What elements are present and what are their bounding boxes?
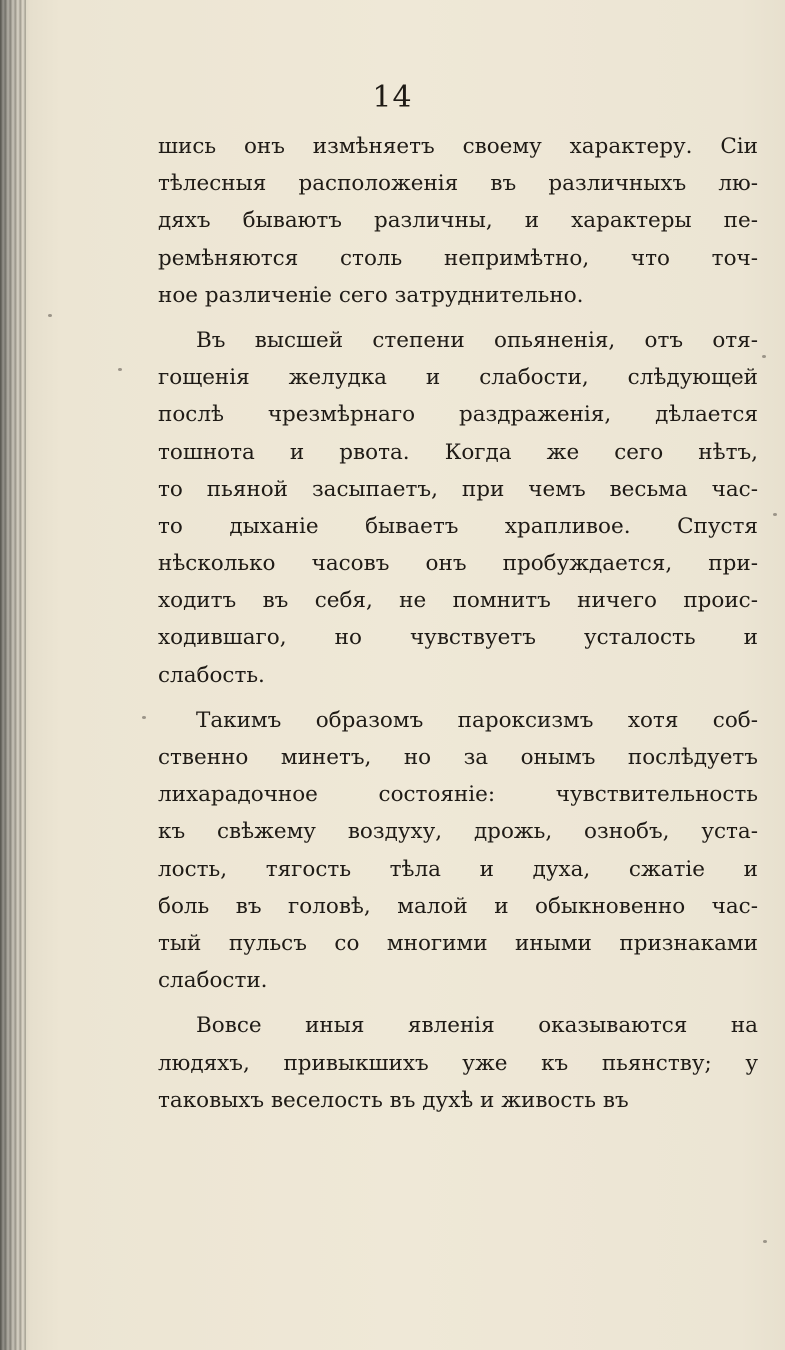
paper-speck (762, 355, 766, 358)
paragraph (158, 1007, 758, 1119)
text-line: нѣсколько часовъ онъ пробуждается, при- (158, 551, 758, 577)
text-line: лость, тягость тѣла и духа, сжатіе и (158, 856, 758, 882)
text-line: къ свѣжему воздуху, дрожь, ознобъ, уста- (158, 819, 758, 845)
paragraph (158, 322, 758, 694)
paper-speck (48, 314, 52, 317)
text-line: ходившаго, но чувствуетъ усталость и (158, 625, 758, 651)
body-text (158, 128, 758, 1119)
book-binding-edge (0, 0, 26, 1350)
text-line: послѣ чрезмѣрнаго раздраженія, дѣлается (158, 402, 758, 428)
text-line: дяхъ бываютъ различны, и характеры пе- (158, 208, 758, 234)
paragraph (158, 128, 758, 314)
text-line: то дыханіе бываетъ храпливое. Спустя (158, 513, 758, 539)
text-line: слабости. (158, 968, 268, 994)
text-line: гощенія желудка и слабости, слѣдующей (158, 365, 758, 391)
paragraph-gap (158, 314, 758, 322)
paper-speck (773, 513, 777, 516)
text-line: шись онъ измѣняетъ своему характеру. Сіи (158, 134, 758, 159)
text-line: ремѣняются столь непримѣтно, что точ- (158, 245, 758, 271)
text-line: ходитъ въ себя, не помнитъ ничего проис- (158, 588, 758, 614)
paper-speck (142, 716, 146, 719)
text-line: Вовсе иныя явленія оказываются на (196, 1013, 758, 1039)
text-line: ственно минетъ, но за онымъ послѣдуетъ (158, 745, 758, 770)
paragraph-gap (158, 694, 758, 702)
text-line: тѣлесныя расположенія въ различныхъ лю- (158, 171, 758, 197)
text-line: ное различеніе сего затруднительно. (158, 282, 584, 308)
text-line: Такимъ образомъ пароксизмъ хотя соб- (196, 707, 758, 733)
page-number: 14 (372, 80, 413, 115)
paragraph-gap (158, 999, 758, 1007)
text-line: тый пульсъ со многими иными признаками (158, 930, 758, 956)
text-line: боль въ головѣ, малой и обыкновенно час- (158, 893, 758, 919)
text-line: слабость. (158, 662, 265, 688)
paper-speck (118, 368, 122, 371)
paper-speck (763, 1240, 767, 1243)
text-line: таковыхъ веселость въ духѣ и живость въ (158, 1087, 629, 1113)
text-line: то пьяной засыпаетъ, при чемъ весьма час- (158, 476, 758, 502)
text-line: лихарадочное состояніе: чувствительность (158, 782, 758, 808)
text-line: Въ высшей степени опьяненія, отъ отя- (196, 327, 758, 353)
text-line: тошнота и рвота. Когда же сего нѣтъ, (158, 439, 758, 465)
text-line: людяхъ, привыкшихъ уже къ пьянству; у (158, 1050, 758, 1076)
paragraph (158, 702, 758, 1000)
